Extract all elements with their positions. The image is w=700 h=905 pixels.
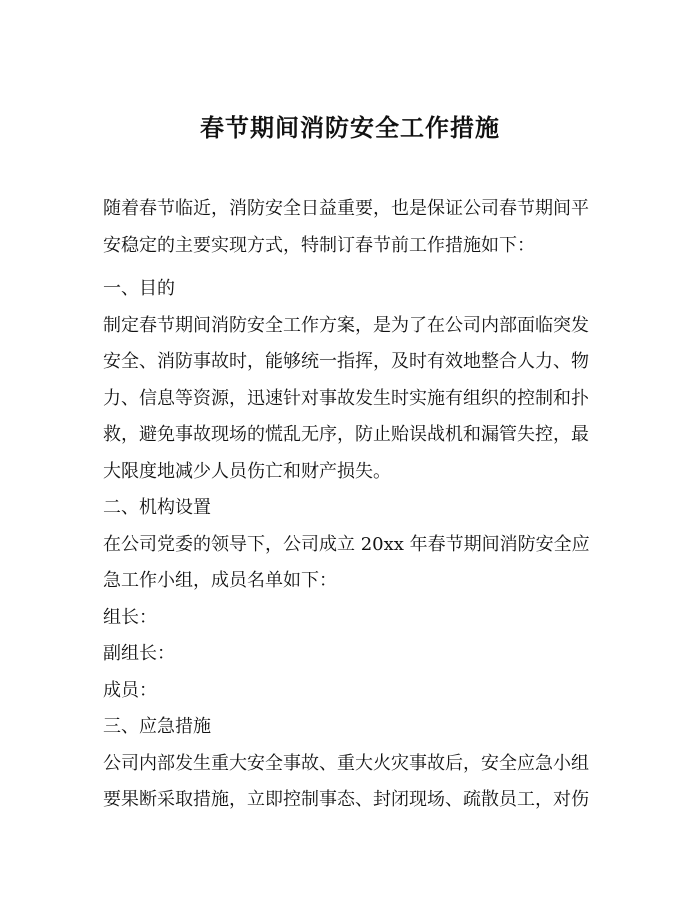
measures-paragraph bbox=[103, 746, 603, 819]
document-title: 春节期间消防安全工作措施 bbox=[200, 113, 500, 142]
members-label: 成员： bbox=[103, 679, 157, 701]
intro-paragraph bbox=[103, 191, 603, 264]
document-body bbox=[103, 191, 603, 819]
text-line: 要果断采取措施，立即控制事态、封闭现场、疏散员工，对伤 bbox=[103, 789, 589, 810]
organization-paragraph bbox=[103, 527, 603, 600]
text-line: 安稳定的主要实现方式，特制订春节前工作措施如下： bbox=[103, 234, 535, 256]
text-line: 制定春节期间消防安全工作方案，是为了在公司内部面临突发 bbox=[103, 314, 589, 336]
section-heading-purpose: 一、目的 bbox=[103, 278, 175, 299]
text-line: 在公司党委的领导下，公司成立 20xx 年春节期间消防安全应 bbox=[103, 533, 590, 555]
section-heading-organization: 二、机构设置 bbox=[103, 497, 211, 518]
text-line: 随着春节临近，消防安全日益重要，也是保证公司春节期间平 bbox=[103, 198, 589, 219]
group-leader-label: 组长： bbox=[103, 606, 157, 628]
text-line: 急工作小组，成员名单如下： bbox=[103, 570, 337, 591]
deputy-leader-label: 副组长： bbox=[103, 643, 175, 664]
text-line: 救，避免事故现场的慌乱无序，防止贻误战机和漏管失控，最 bbox=[103, 424, 589, 445]
purpose-paragraph bbox=[103, 308, 603, 491]
section-heading-measures: 三、应急措施 bbox=[103, 716, 211, 737]
text-line: 安全、消防事故时，能够统一指挥，及时有效地整合人力、物 bbox=[103, 351, 589, 372]
text-line: 力、信息等资源，迅速针对事故发生时实施有组织的控制和扑 bbox=[103, 387, 589, 409]
text-line: 大限度地减少人员伤亡和财产损失。 bbox=[103, 460, 391, 482]
text-line: 公司内部发生重大安全事故、重大火灾事故后，安全应急小组 bbox=[103, 752, 589, 774]
